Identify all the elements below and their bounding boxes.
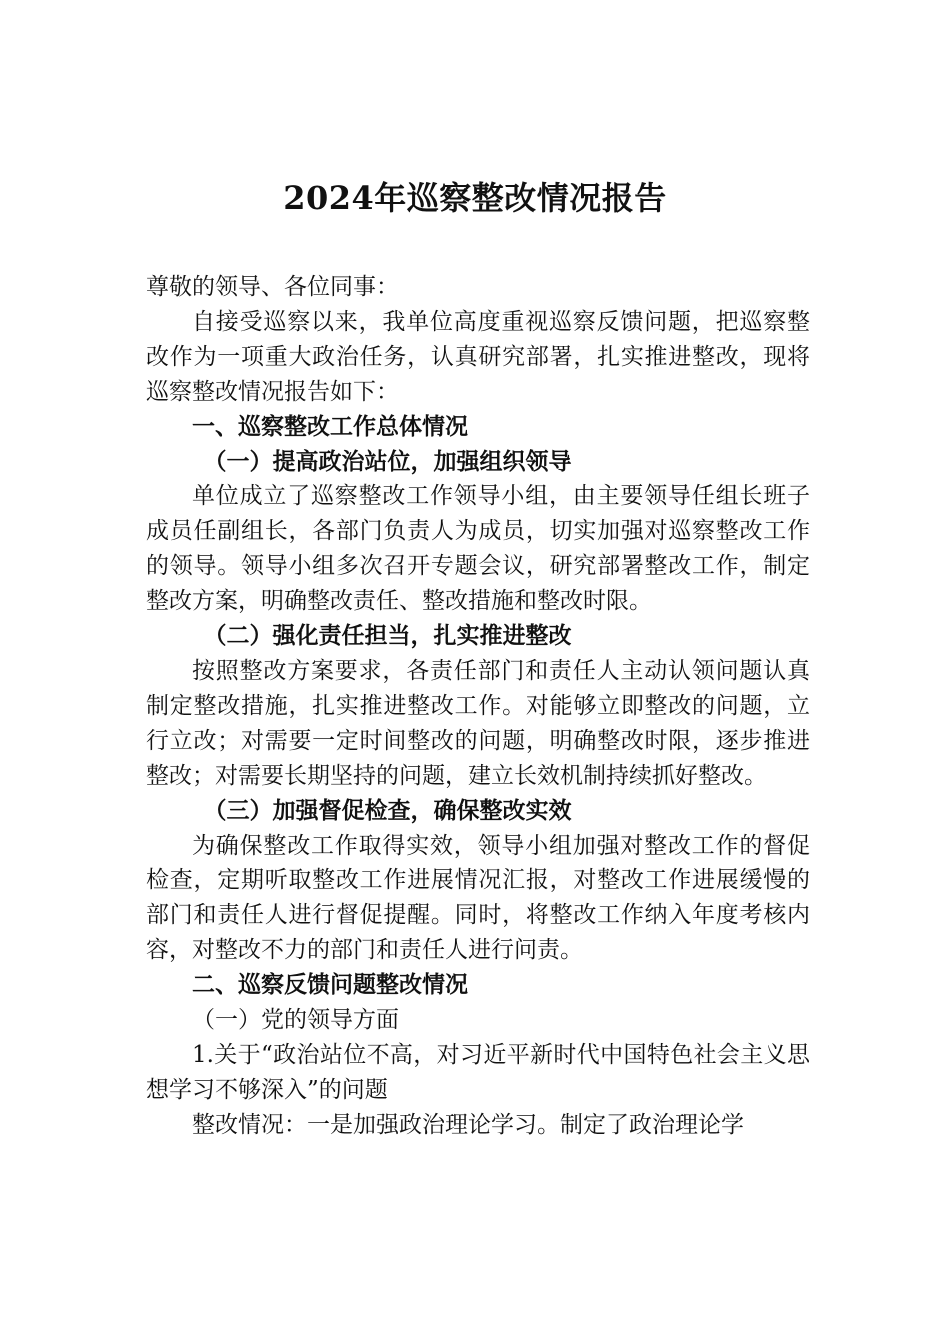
- subsection-heading-1-2: （二）强化责任担当，扎实推进整改: [203, 622, 572, 650]
- intro-paragraph: 自接受巡察以来，我单位高度重视巡察反馈问题，把巡察整改作为一项重大政治任务，认真研究部署，扎实推进整改，现将巡察整改情况报告如下：: [146, 308, 810, 405]
- subsection-heading-2-1: （一）党的领导方面: [192, 1007, 399, 1034]
- section-heading-2: 二、巡察反馈问题整改情况: [192, 972, 468, 999]
- document-body: [146, 270, 810, 1143]
- salutation: 尊敬的领导、各位同事：: [146, 274, 399, 300]
- paragraph-1-2: 按照整改方案要求，各责任部门和责任人主动认领问题认真制定整改措施，扎实推进整改工作。对能够立即整改的问题，立行立改；对需要一定时间整改的问题，明确整改时限，逐步推进整改；对需要长期坚持的问题，建立长效机制持续抓好整改。: [146, 657, 810, 789]
- item-2-1-1: 1.关于“政治站位不高，对习近平新时代中国特色社会主义思想学习不够深入”的问题: [146, 1041, 810, 1103]
- document-title: 2024年巡察整改情况报告: [283, 179, 667, 217]
- paragraph-1-3: 为确保整改工作取得实效，领导小组加强对整改工作的督促检查，定期听取整改工作进展情况汇报，对整改工作进展缓慢的部门和责任人进行督促提醒。同时，将整改工作纳入年度考核内容，对整改不力的部门和责任人进行问责。: [146, 832, 810, 964]
- subsection-heading-1-3: （三）加强督促检查，确保整改实效: [203, 796, 572, 824]
- subsection-heading-1-1: （一）提高政治站位，加强组织领导: [203, 447, 572, 475]
- section-heading-1: 一、巡察整改工作总体情况: [192, 413, 468, 440]
- item-2-1-1-status: 整改情况：一是加强政治理论学习。制定了政治理论学: [192, 1111, 744, 1138]
- paragraph-1-1: 单位成立了巡察整改工作领导小组，由主要领导任组长班子成员任副组长，各部门负责人为成员，切实加强对巡察整改工作的领导。领导小组多次召开专题会议，研究部署整改工作，制定整改方案，明确整改责任、整改措施和整改时限。: [146, 483, 810, 615]
